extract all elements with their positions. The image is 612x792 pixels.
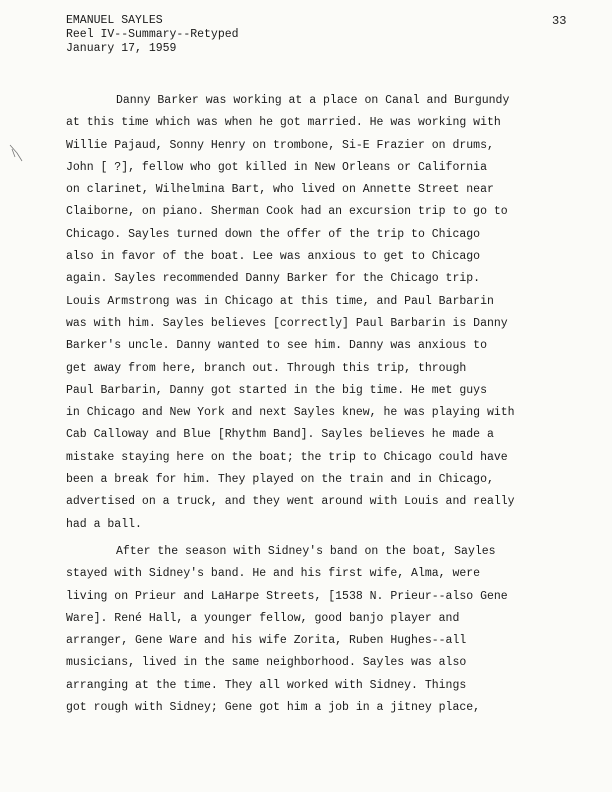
text-line: Claiborne, on piano. Sherman Cook had an excursion trip to go to <box>66 205 508 219</box>
text-line: Barker's uncle. Danny wanted to see him. Danny was anxious to <box>66 339 487 353</box>
text-line: Chicago. Sayles turned down the offer of the trip to Chicago <box>66 227 481 241</box>
text-line: Danny Barker was working at a place on Canal and Burgundy <box>116 94 510 107</box>
text-line: get away from here, branch out. Through this trip, through <box>66 361 467 375</box>
text-line: Ware]. René Hall, a younger fellow, good banjo player and <box>66 611 460 625</box>
text-line: in Chicago and New York and next Sayles knew, he was playing with <box>66 406 515 420</box>
text-line: Louis Armstrong was in Chicago at this time, and Paul Barbarin <box>66 294 494 308</box>
interviewee-name: EMANUEL SAYLES <box>66 14 163 27</box>
text-line: John [ ?], fellow who got killed in New Orleans or California <box>66 160 487 174</box>
text-line: advertised on a truck, and they went around with Louis and really <box>66 495 515 509</box>
text-line: arranging at the time. They all worked with Sidney. Things <box>66 678 467 692</box>
document-body <box>66 90 586 719</box>
text-line: was with him. Sayles believes [correctly] Paul Barbarin is Danny <box>66 316 508 330</box>
paragraph-2 <box>66 541 586 719</box>
text-line: been a break for him. They played on the train and in Chicago, <box>66 473 494 487</box>
text-line: also in favor of the boat. Lee was anxious to get to Chicago <box>66 250 481 264</box>
text-line: stayed with Sidney's band. He and his first wife, Alma, were <box>66 567 481 581</box>
text-line: had a ball. <box>66 517 142 531</box>
reel-info: Reel IV--Summary--Retyped <box>66 28 239 41</box>
text-line: After the season with Sidney's band on the boat, Sayles <box>116 544 496 558</box>
document-header <box>66 14 239 56</box>
text-line: Cab Calloway and Blue [Rhythm Band]. Sayles believes he made a <box>66 428 494 442</box>
interview-date: January 17, 1959 <box>66 42 177 55</box>
paragraph-1 <box>66 90 586 536</box>
text-line: Willie Pajaud, Sonny Henry on trombone, Si-E Frazier on drums, <box>66 138 494 152</box>
text-line: on clarinet, Wilhelmina Bart, who lived on Annette Street near <box>66 183 494 197</box>
text-line: musicians, lived in the same neighborhood. Sayles was also <box>66 656 467 670</box>
text-line: living on Prieur and LaHarpe Streets, [1538 N. Prieur--also Gene <box>66 589 508 603</box>
text-line: Paul Barbarin, Danny got started in the big time. He met guys <box>66 383 487 397</box>
text-line: at this time which was when he got married. He was working with <box>66 116 501 130</box>
page-number: 33 <box>552 14 567 28</box>
margin-mark-icon <box>8 143 26 163</box>
text-line: arranger, Gene Ware and his wife Zorita, Ruben Hughes--all <box>66 634 467 648</box>
text-line: got rough with Sidney; Gene got him a job in a jitney place, <box>66 701 481 715</box>
text-line: again. Sayles recommended Danny Barker for the Chicago trip. <box>66 272 481 286</box>
text-line: mistake staying here on the boat; the trip to Chicago could have <box>66 450 508 464</box>
